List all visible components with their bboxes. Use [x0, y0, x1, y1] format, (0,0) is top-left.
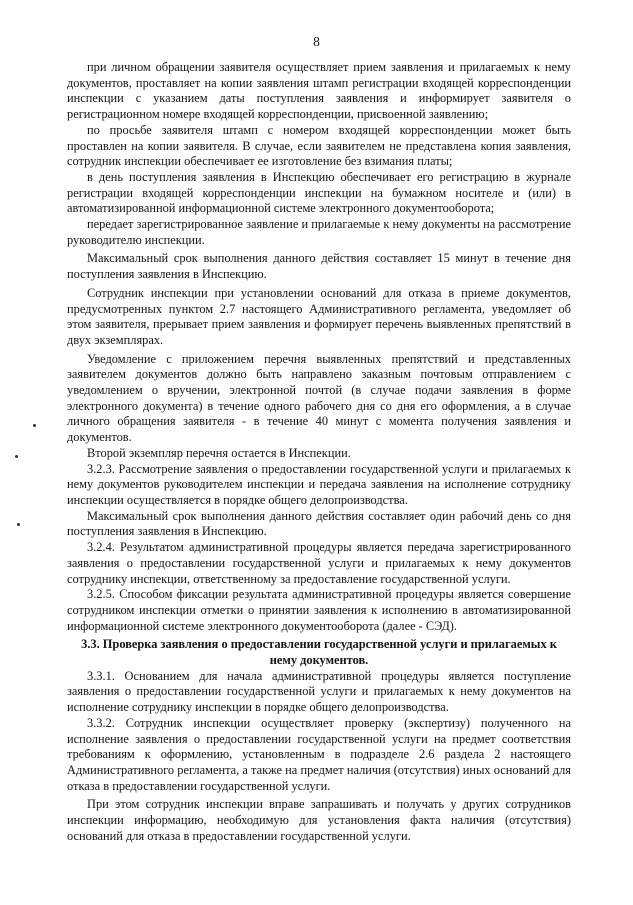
paragraph: Второй экземпляр перечня остается в Инспекции.: [87, 445, 351, 460]
paragraph: 3.3.1. Основанием для начала административной процедуры является поступление заявления о предоставлении государственной услуги и прилагаемых к нему документов на исполнение сотруднику инспекции в порядке общего делопроизводства.: [67, 668, 571, 715]
paragraph: Сотрудник инспекции при установлении оснований для отказа в приеме документов, предусмотренных пунктом 2.7 настоящего Административного регламента, уведомляет об этом заявителя, прерывает прием заявления и формирует перечень выявленных препятствий в двух экземплярах.: [67, 285, 571, 347]
paragraph: Уведомление с приложением перечня выявленных препятствий и представленных заявителем документов должно быть направлено заказным почтовым отправлением с уведомлением о вручении, электронной почтой (в случае подачи заявления в форме электронного документа) в течение одного рабочего дня со дня его оформления, а в случае личного обращения заявителя - в течение 40 минут с момента получения заявления и документов.: [67, 351, 571, 445]
page-number: 8: [313, 34, 320, 49]
section-heading: 3.3. Проверка заявления о предоставлении государственной услуги и прилагаемых к нему документов.: [81, 637, 557, 668]
paragraph: 3.3.2. Сотрудник инспекции осуществляет проверку (экспертизу) полученного на исполнение заявления о предоставлении государственной услуги на предмет соответствия требованиям к оформлению, установленным в подразделе 2.6 раздела 2 настоящего Административного регламента, а также на предмет наличия (отсутствия) иных оснований для отказа в предоставлении государственной услуги.: [67, 715, 571, 793]
scan-speck: [17, 523, 20, 526]
scan-speck: [15, 455, 18, 458]
paragraph: передает зарегистрированное заявление и прилагаемые к нему документы на рассмотрение руководителю инспекции.: [67, 217, 571, 247]
paragraph: Максимальный срок выполнения данного действия составляет один рабочий день со дня поступления заявления в Инспекцию.: [67, 508, 571, 539]
paragraph: по просьбе заявителя штамп с номером входящей корреспонденции может быть проставлен на копии заявителя. В случае, если заявителем не представлена копия заявления, сотрудник инспекции обеспечивает ее изготовление без взимания платы;: [67, 122, 571, 169]
paragraph: 3.2.4. Результатом административной процедуры является передача зарегистрированного заявления о предоставлении государственной услуги и прилагаемых к нему документов сотруднику инспекции, ответственному за предоставление государственной услуги.: [67, 540, 571, 586]
paragraph: 3.2.5. Способом фиксации результата административной процедуры является совершение сотрудником инспекции отметки о принятии заявления к исполнению в автоматизированной информационной системе электронного документооборота (далее - СЭД).: [67, 587, 571, 633]
paragraph: При этом сотрудник инспекции вправе запрашивать и получать у других сотрудников инспекции информацию, необходимую для установления факта наличия (отсутствия) оснований для отказа в предоставлении государственной услуги.: [67, 797, 571, 843]
document-body: [67, 60, 571, 844]
scan-speck: [33, 424, 36, 427]
paragraph: при личном обращении заявителя осуществляет прием заявления и прилагаемых к нему документов, проставляет на копии заявления штамп регистрации входящей корреспонденции инспекции с указанием даты поступления заявления и информирует заявителя о регистрационном номере входящей корреспонденции, присвоенной заявлению;: [67, 60, 571, 122]
paragraph: 3.2.3. Рассмотрение заявления о предоставлении государственной услуги и прилагаемых к нему документов руководителем инспекции и передача заявления на исполнение сотруднику инспекции осуществляется в порядке общего делопроизводства.: [67, 461, 571, 507]
paragraph: в день поступления заявления в Инспекцию обеспечивает его регистрацию в журнале регистрации входящей корреспонденции инспекции на бумажном носителе и (или) в автоматизированной информационной системе электронного документооборота;: [67, 169, 571, 216]
paragraph: Максимальный срок выполнения данного действия составляет 15 минут в течение дня поступления заявления в Инспекцию.: [67, 251, 571, 282]
